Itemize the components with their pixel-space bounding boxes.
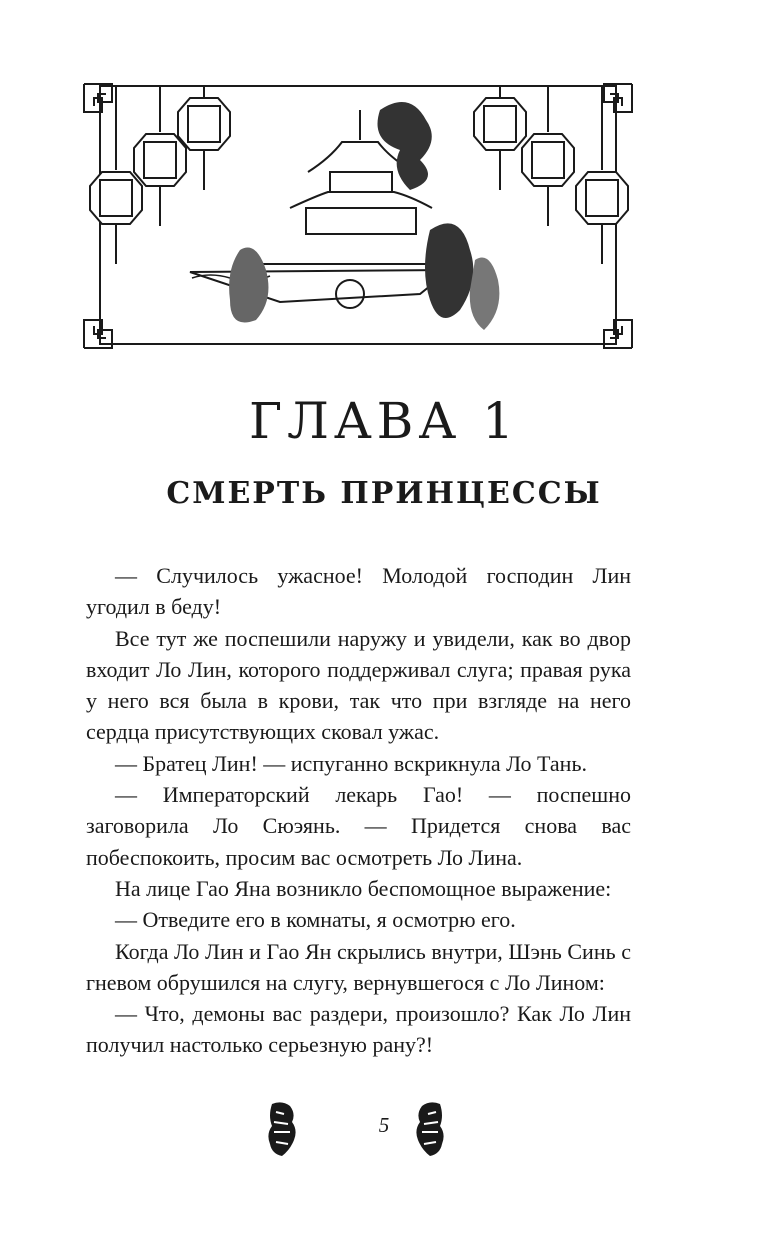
paragraph: — Отведите его в комнаты, я осмотрю его. [115,907,516,933]
body-text [86,560,631,1061]
chapter-title: ГЛАВА 1 [248,392,519,450]
paragraph: — Что, демоны вас раздери, произошло? Как Ло Лин получил настолько серьезную рану?! [86,1001,631,1058]
chapter-subtitle: СМЕРТЬ ПРИНЦЕССЫ [166,476,602,511]
paragraph: Все тут же поспешили наружу и увидели, как во двор входит Ло Лин, которого поддерживал слуга; правая рука у него вся была в крови, так что при взгляде на него сердца присутствующих сковал ужас. [86,625,631,745]
page-number: 5 [378,1113,390,1137]
paragraph: — Случилось ужасное! Молодой господин Лин угодил в беду! [86,563,631,620]
paragraph: На лице Гао Яна возникло беспомощное выражение: [115,875,612,901]
paragraph: Когда Ло Лин и Гао Ян скрылись внутри, Шэнь Синь с гневом обрушился на слугу, вернувшегося с Ло Лином: [86,938,631,995]
header-illustration [80,80,636,352]
paragraph: — Императорский лекарь Гао! — поспешно заговорила Ло Сюэянь. — Придется снова вас побеспокоить, просим вас осмотреть Ло Лина. [86,782,631,870]
paragraph: — Братец Лин! — испуганно вскрикнула Ло Тань. [115,750,587,776]
